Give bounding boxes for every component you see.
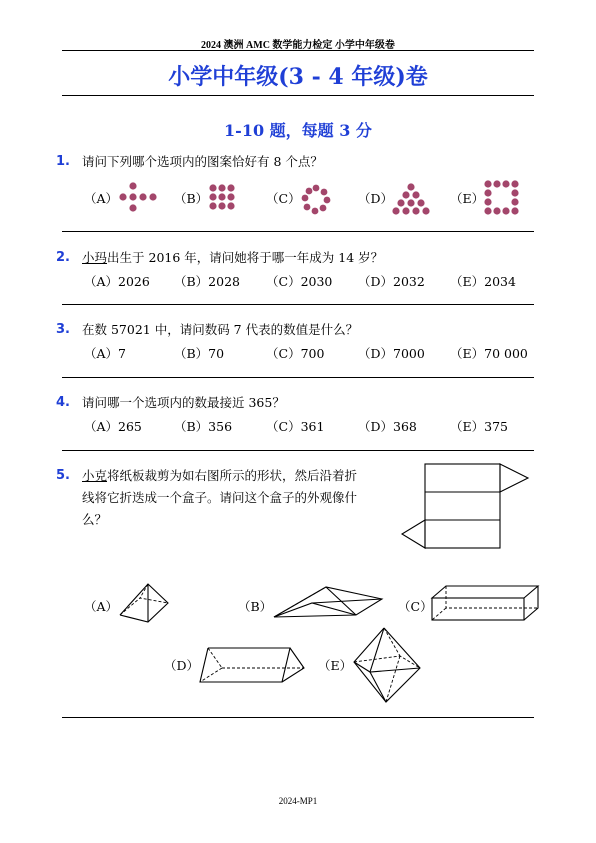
divider-4 xyxy=(62,450,534,451)
q1-option-d-dots xyxy=(394,182,434,216)
q1-option-e-label[interactable]: （E） xyxy=(450,191,485,206)
section-heading: 1-10 题，每题 3 分 xyxy=(224,121,372,140)
question-5-line-2: 线将它折迭成一个盒子。请问这个盒子的外观像什 xyxy=(82,490,358,505)
q1-option-b-label[interactable]: （B） xyxy=(174,191,209,206)
question-2-text xyxy=(82,247,383,269)
q5-option-b-shape xyxy=(272,585,386,621)
q5-option-d-label[interactable]: （D） xyxy=(164,658,200,673)
q3-option-a[interactable]: （A）7 xyxy=(84,346,126,361)
header-rule xyxy=(62,50,534,51)
question-1-number: 1. xyxy=(56,154,70,169)
question-4-number: 4. xyxy=(56,395,70,410)
q2-option-a[interactable]: （A）2026 xyxy=(84,274,150,289)
question-5-line-1-body: 将纸板裁剪为如右图所示的形状，然后沿着折 xyxy=(107,468,358,483)
q1-option-a-label[interactable]: （A） xyxy=(84,191,119,206)
q5-option-b-label[interactable]: （B） xyxy=(238,599,273,614)
q1-option-d-label[interactable]: （D） xyxy=(358,191,394,206)
q4-option-a[interactable]: （A）265 xyxy=(84,419,142,434)
question-2-body: 出生于 2016 年，请问她将于哪一年成为 14 岁？ xyxy=(107,250,384,265)
page-footer: 2024-MP1 xyxy=(278,796,318,806)
q5-option-d-prism xyxy=(198,644,308,686)
q3-option-b[interactable]: （B）70 xyxy=(174,346,225,361)
q1-option-e-dots xyxy=(484,180,520,216)
q5-option-a-label[interactable]: （A） xyxy=(84,599,119,614)
divider-1 xyxy=(62,231,534,232)
q3-option-e[interactable]: （E）70 000 xyxy=(450,346,528,361)
question-3-text: 在数 57021 中，请问数码 7 代表的数值是什么？ xyxy=(82,322,359,337)
q5-option-e-octahedron xyxy=(352,626,424,704)
question-5-text xyxy=(82,465,412,531)
q3-option-d[interactable]: （D）7000 xyxy=(358,346,425,361)
q1-option-b-dots xyxy=(208,184,238,214)
divider-5 xyxy=(62,717,534,718)
q4-option-b[interactable]: （B）356 xyxy=(174,419,233,434)
title-rule xyxy=(62,95,534,96)
question-2-name: 小玛 xyxy=(82,250,108,265)
q5-option-a-pyramid xyxy=(118,582,172,624)
question-3-number: 3. xyxy=(56,322,70,337)
divider-3 xyxy=(62,377,534,378)
q4-option-c[interactable]: （C）361 xyxy=(266,419,325,434)
question-2-number: 2. xyxy=(56,250,70,265)
question-5-number: 5. xyxy=(56,468,70,483)
q2-option-d[interactable]: （D）2032 xyxy=(358,274,425,289)
question-1-text: 请问下列哪个选项内的图案恰好有 8 个点？ xyxy=(82,154,323,169)
q3-option-c[interactable]: （C）700 xyxy=(266,346,325,361)
question-5-line-1 xyxy=(82,465,412,487)
q1-option-c-dots xyxy=(302,185,330,213)
q4-option-e[interactable]: （E）375 xyxy=(450,419,508,434)
q4-option-d[interactable]: （D）368 xyxy=(358,419,417,434)
page-title: 小学中年级(3 - 4 年级)卷 xyxy=(168,64,428,90)
page-header: 2024 澳洲 AMC 数学能力检定 小学中年级卷 xyxy=(201,40,395,51)
q1-option-c-label[interactable]: （C） xyxy=(266,191,301,206)
question-5-name: 小克 xyxy=(82,468,108,483)
q2-option-b[interactable]: （B）2028 xyxy=(174,274,240,289)
q1-option-a-dots xyxy=(118,181,158,217)
divider-2 xyxy=(62,304,534,305)
q5-option-c-box xyxy=(430,582,542,624)
q5-option-c-label[interactable]: （C） xyxy=(398,599,433,614)
q2-option-c[interactable]: （C）2030 xyxy=(266,274,333,289)
question-4-text: 请问哪一个选项内的数最接近 365？ xyxy=(82,395,285,410)
question-5-line-3: 么？ xyxy=(82,512,108,527)
q2-option-e[interactable]: （E）2034 xyxy=(450,274,516,289)
box-net-diagram xyxy=(400,462,540,550)
q5-option-e-label[interactable]: （E） xyxy=(318,658,353,673)
